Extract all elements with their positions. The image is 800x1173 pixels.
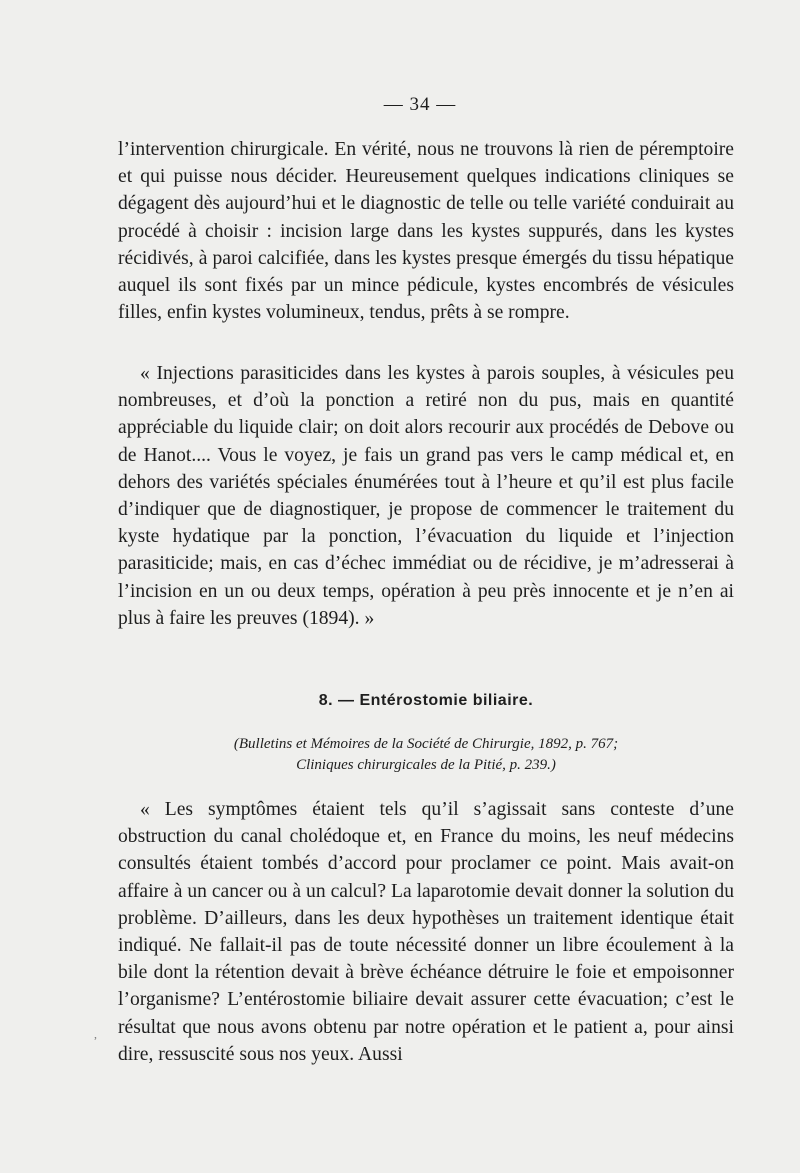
citation-line-2: Cliniques chirurgicales de la Pitié, p. 239.): [296, 757, 556, 773]
page-number: — 34 —: [383, 94, 457, 115]
paragraph-intervention: [118, 136, 734, 326]
paragraph-3-text: « Les symptômes étaient tels qu’il s’agissait sans conteste d’une obstruction du canal cholédoque et, en France du moins, les neuf médecins consultés étaient tombés d’accord pour proclamer ce point. Mais avait-on affaire à un cancer ou à un calcul? La laparotomie devait donner la solution du problème. D’ailleurs, dans les deux hypothèses un traitement identique était indiqué. Ne fallait-il pas de toute nécessité donner un libre écoulement à la bile dont la rétention devait à brève échéance détruire le foie et empoisonner l’organisme? L’entérostomie biliaire devait assurer cette évacuation; c’est le résultat que nous avons obtenu par notre opération et le patient a, pour ainsi dire, ressuscité sous nos yeux. Aussi: [118, 799, 734, 1065]
paragraph-2-text: « Injections parasiticides dans les kystes à parois souples, à vésicules peu nombreuses, et d’où la ponction a retiré non du pus, mais en quantité appréciable du liquide clair; on doit alors recourir aux procédés de Debove ou de Hanot.... Vous le voyez, je fais un grand pas vers le camp médical et, en dehors des variétés spéciales énumérées tout à l’heure et qu’il est plus facile d’indiquer que de diagnostiquer, je propose de commencer le traitement du kyste hydatique par la ponction, l’évacuation du liquide et l’injection parasiticide; mais, en cas d’échec immédiat ou de récidive, je m’adresserai à l’incision en un ou deux temps, opération à peu près innocente et je n’en ai plus à faire les preuves (1894). »: [118, 363, 734, 629]
section-title: 8. — Entérostomie biliaire.: [318, 692, 534, 709]
section-citation: [118, 734, 734, 776]
paragraph-symptoms: [118, 796, 734, 1068]
paragraph-1-text: l’intervention chirurgicale. En vérité, nous ne trouvons là rien de péremptoire et qui puisse nous décider. Heureusement quelques indications cliniques se dégagent dès aujourd’hui et le diagnostic de telle ou telle variété conduirait au procédé à choisir : incision large dans les kystes suppurés, dans les kystes récidivés, à paroi calcifiée, dans les kystes presque émergés du tissu hépatique auquel ils sont fixés par un mince pédicule, kystes encombrés de vésicules filles, enfin kystes volumineux, tendus, prêts à se rompre.: [118, 139, 734, 324]
citation-line-1: (Bulletins et Mémoires de la Société de Chirurgie, 1892, p. 767;: [233, 736, 619, 752]
margin-speck: ,: [94, 1027, 97, 1041]
paragraph-injections: [118, 360, 734, 632]
